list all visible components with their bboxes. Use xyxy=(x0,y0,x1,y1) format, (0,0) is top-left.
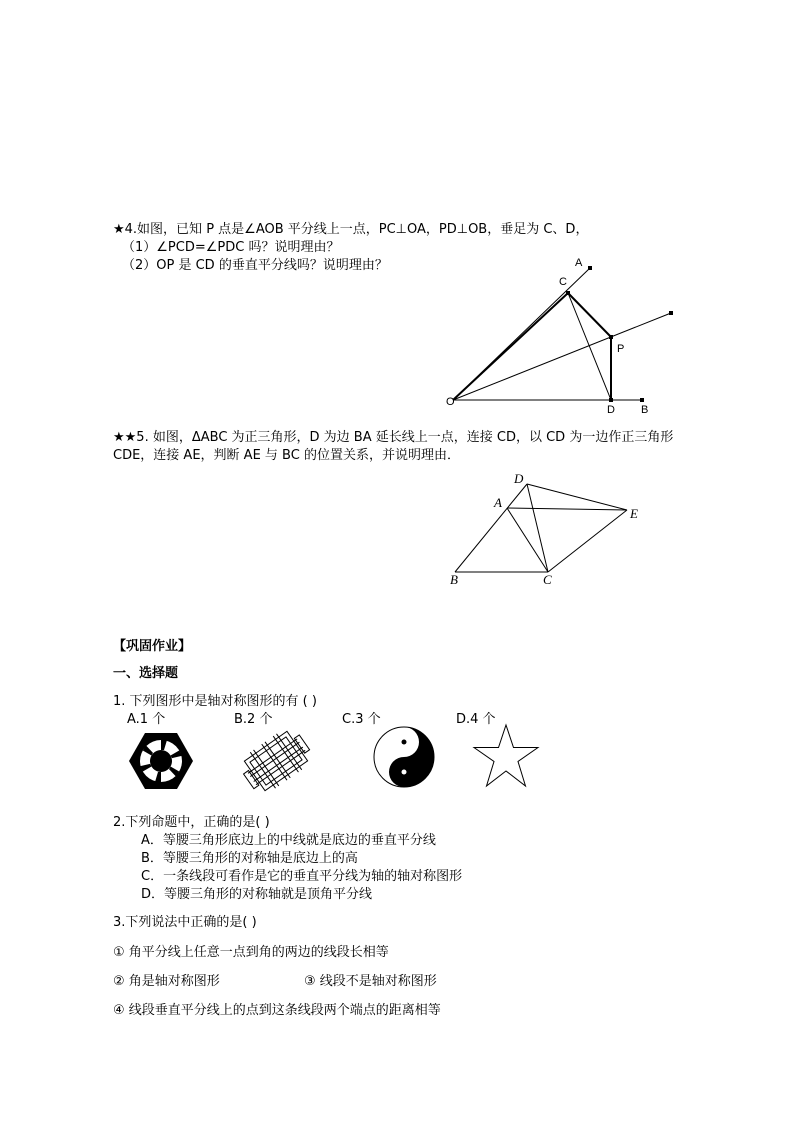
hw-q1-stem: 1. 下列图形中是轴对称图形的有 ( ) xyxy=(113,694,317,709)
q5-label-d: D xyxy=(514,471,524,486)
segment-de xyxy=(527,484,627,510)
segment-bd xyxy=(455,484,527,572)
hw-q3-item-1: ① 角平分线上任意一点到角的两边的线段长相等 xyxy=(113,945,389,960)
segment-ac xyxy=(507,508,548,572)
q5-label-e: E xyxy=(630,506,638,521)
q4-statement: ★4.如图，已知 P 点是∠AOB 平分线上一点，PC⊥OA，PD⊥OB，垂足为 C、D， xyxy=(113,222,589,237)
q4-label-a: A xyxy=(575,257,583,269)
hw-q1-option-a: A.1 个 xyxy=(127,712,166,727)
hw-q2-option-c: C．一条线段可看作是它的垂直平分线为轴的轴对称图形 xyxy=(141,869,463,884)
q5-label-b: B xyxy=(450,572,458,587)
q5-statement-line1: ★★5. 如图，ΔABC 为正三角形，D 为边 BA 延长线上一点，连接 CD，以 CD 为一边作正三角形 xyxy=(113,430,674,445)
chinese-knot-figure xyxy=(236,727,316,795)
hw-q2-option-b: B．等腰三角形的对称轴是底边上的高 xyxy=(141,851,358,866)
star-figure xyxy=(472,723,540,789)
q4-subquestion-1: （1）∠PCD=∠PDC 吗？说明理由？ xyxy=(122,240,340,255)
q5-label-c: C xyxy=(543,572,552,587)
yin-yang-figure xyxy=(372,725,436,789)
hw-q2-option-d: D．等腰三角形的对称轴就是顶角平分线 xyxy=(141,887,373,902)
hw-q2-stem: 2.下列命题中，正确的是( ) xyxy=(113,815,270,830)
q4-label-o: O xyxy=(446,396,455,408)
hw-q3-item-4: ④ 线段垂直平分线上的点到这条线段两个端点的距离相等 xyxy=(113,1003,441,1018)
hw-q1-option-b: B.2 个 xyxy=(234,712,273,727)
hw-q3-item-2: ② 角是轴对称图形 xyxy=(113,974,220,989)
q4-label-d: D xyxy=(607,404,615,416)
homework-title: 【巩固作业】 xyxy=(113,639,192,654)
hw-q1-option-c: C.3 个 xyxy=(342,712,381,727)
q4-label-p: P xyxy=(617,343,625,355)
q5-label-a: A xyxy=(494,495,502,510)
q4-label-b: B xyxy=(641,404,649,416)
hw-q3-stem: 3.下列说法中正确的是( ) xyxy=(113,915,257,930)
hw-q2-option-a: A．等腰三角形底边上的中线就是底边的垂直平分线 xyxy=(141,833,436,848)
section-choice-title: 一、选择题 xyxy=(113,666,179,681)
segment-dc xyxy=(527,484,548,572)
hw-q1-option-d: D.4 个 xyxy=(456,712,496,727)
q4-label-c: C xyxy=(559,276,567,288)
hexagon-swirl-figure xyxy=(127,727,195,795)
hw-q3-item-3: ③ 线段不是轴对称图形 xyxy=(304,974,437,989)
segment-ae xyxy=(507,508,627,510)
segment-ce xyxy=(548,510,627,572)
q4-subquestion-2: （2）OP 是 CD 的垂直平分线吗？说明理由？ xyxy=(122,258,388,273)
q5-statement-line2: CDE，连接 AE，判断 AE 与 BC 的位置关系，并说明理由． xyxy=(113,448,460,463)
